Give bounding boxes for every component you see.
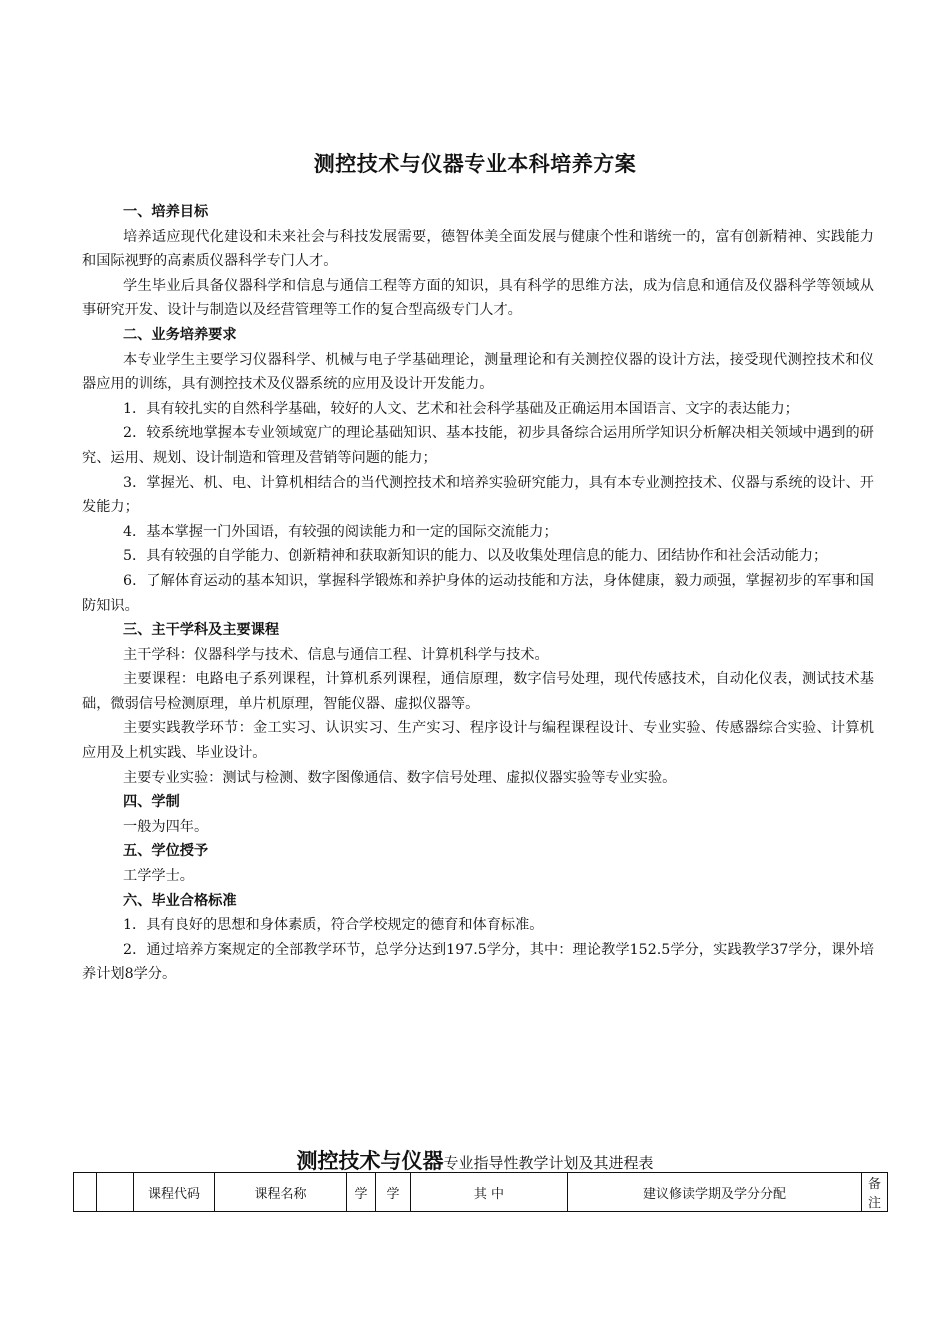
header-cell: 备注 (862, 1173, 888, 1212)
table-header-row (74, 1173, 888, 1212)
section-heading: 六、毕业合格标准 (123, 892, 237, 909)
header-cell: 建议修读学期及学分分配 (568, 1173, 862, 1212)
header-cell: 课程名称 (215, 1173, 347, 1212)
paragraph: 本专业学生主要学习仪器科学、机械与电子学基础理论，测量理论和有关测控仪器的设计方法，接受现代测控技术和仪器应用的训练，具有测控技术及仪器系统的应用及设计开发能力。 (82, 351, 874, 393)
section-heading: 五、学位授予 (123, 843, 209, 860)
section-heading: 三、主干学科及主要课程 (123, 622, 280, 639)
header-cell: 其 中 (411, 1173, 568, 1212)
paragraph: 2．较系统地掌握本专业领域宽广的理论基础知识、基本技能，初步具备综合运用所学知识分析解决相关领域中遇到的研究、运用、规划、设计制造和管理及营销等问题的能力； (82, 425, 874, 466)
page-title: 测控技术与仪器专业本科培养方案 (313, 151, 637, 176)
header-cell (74, 1173, 97, 1212)
header-cell: 学 (376, 1173, 411, 1212)
header-cell: 学 (347, 1173, 376, 1212)
document-body (82, 200, 874, 987)
paragraph: 6．了解体育运动的基本知识，掌握科学锻炼和养护身体的运动技能和方法，身体健康，毅力顽强，掌握初步的军事和国防知识。 (82, 572, 874, 614)
section-heading: 二、业务培养要求 (123, 326, 237, 343)
paragraph: 1．具有较扎实的自然科学基础，较好的人文、艺术和社会科学基础及正确运用本国语言、文字的表达能力； (123, 400, 799, 417)
paragraph: 5．具有较强的自学能力、创新精神和获取新知识的能力、以及收集处理信息的能力、团结协作和社会活动能力； (123, 548, 828, 565)
paragraph: 工学学士。 (123, 868, 194, 885)
paragraph: 主要实践教学环节：金工实习、认识实习、生产实习、程序设计与编程课程设计、专业实验、传感器综合实验、计算机应用及上机实践、毕业设计。 (82, 720, 874, 762)
paragraph: 1．具有良好的思想和身体素质，符合学校规定的德育和体育标准。 (123, 917, 544, 934)
paragraph: 3．掌握光、机、电、计算机相结合的当代测控技术和培养实验研究能力，具有本专业测控技术、仪器与系统的设计、开发能力； (82, 474, 874, 516)
header-cell: 课程代码 (134, 1173, 215, 1212)
section-heading: 一、培养目标 (123, 204, 209, 220)
paragraph: 培养适应现代化建设和未来社会与科技发展需要，德智体美全面发展与健康个性和谐统一的，富有创新精神、实践能力和国际视野的高素质仪器科学专门人才。 (82, 228, 874, 270)
teaching-plan-table (73, 1172, 888, 1212)
paragraph: 一般为四年。 (123, 818, 209, 835)
paragraph: 学生毕业后具备仪器科学和信息与通信工程等方面的知识，具有科学的思维方法，成为信息和通信及仪器科学等领域从事研究开发、设计与制造以及经营管理等工作的复合型高级专门人才。 (82, 277, 874, 319)
section-heading: 四、学制 (123, 794, 180, 811)
table-title-major: 测控技术与仪器 (296, 1148, 444, 1173)
paragraph: 主要课程：电路电子系列课程，计算机系列课程，通信原理，数字信号处理，现代传感技术，自动化仪表，测试技术基础，微弱信号检测原理，单片机原理，智能仪器、虚拟仪器等。 (82, 671, 874, 712)
table-title-rest: 专业指导性教学计划及其进程表 (443, 1154, 654, 1172)
header-cell (97, 1173, 134, 1212)
paragraph: 2．通过培养方案规定的全部教学环节，总学分达到197.5学分，其中：理论教学152.5学分，实践教学37学分，课外培养计划8学分。 (82, 941, 874, 983)
table-title (0, 1145, 950, 1175)
paragraph: 主干学科：仪器科学与技术、信息与通信工程、计算机科学与技术。 (123, 646, 549, 663)
paragraph: 主要专业实验：测试与检测、数字图像通信、数字信号处理、虚拟仪器实验等专业实验。 (123, 769, 677, 786)
paragraph: 4．基本掌握一门外国语，有较强的阅读能力和一定的国际交流能力； (123, 523, 558, 540)
